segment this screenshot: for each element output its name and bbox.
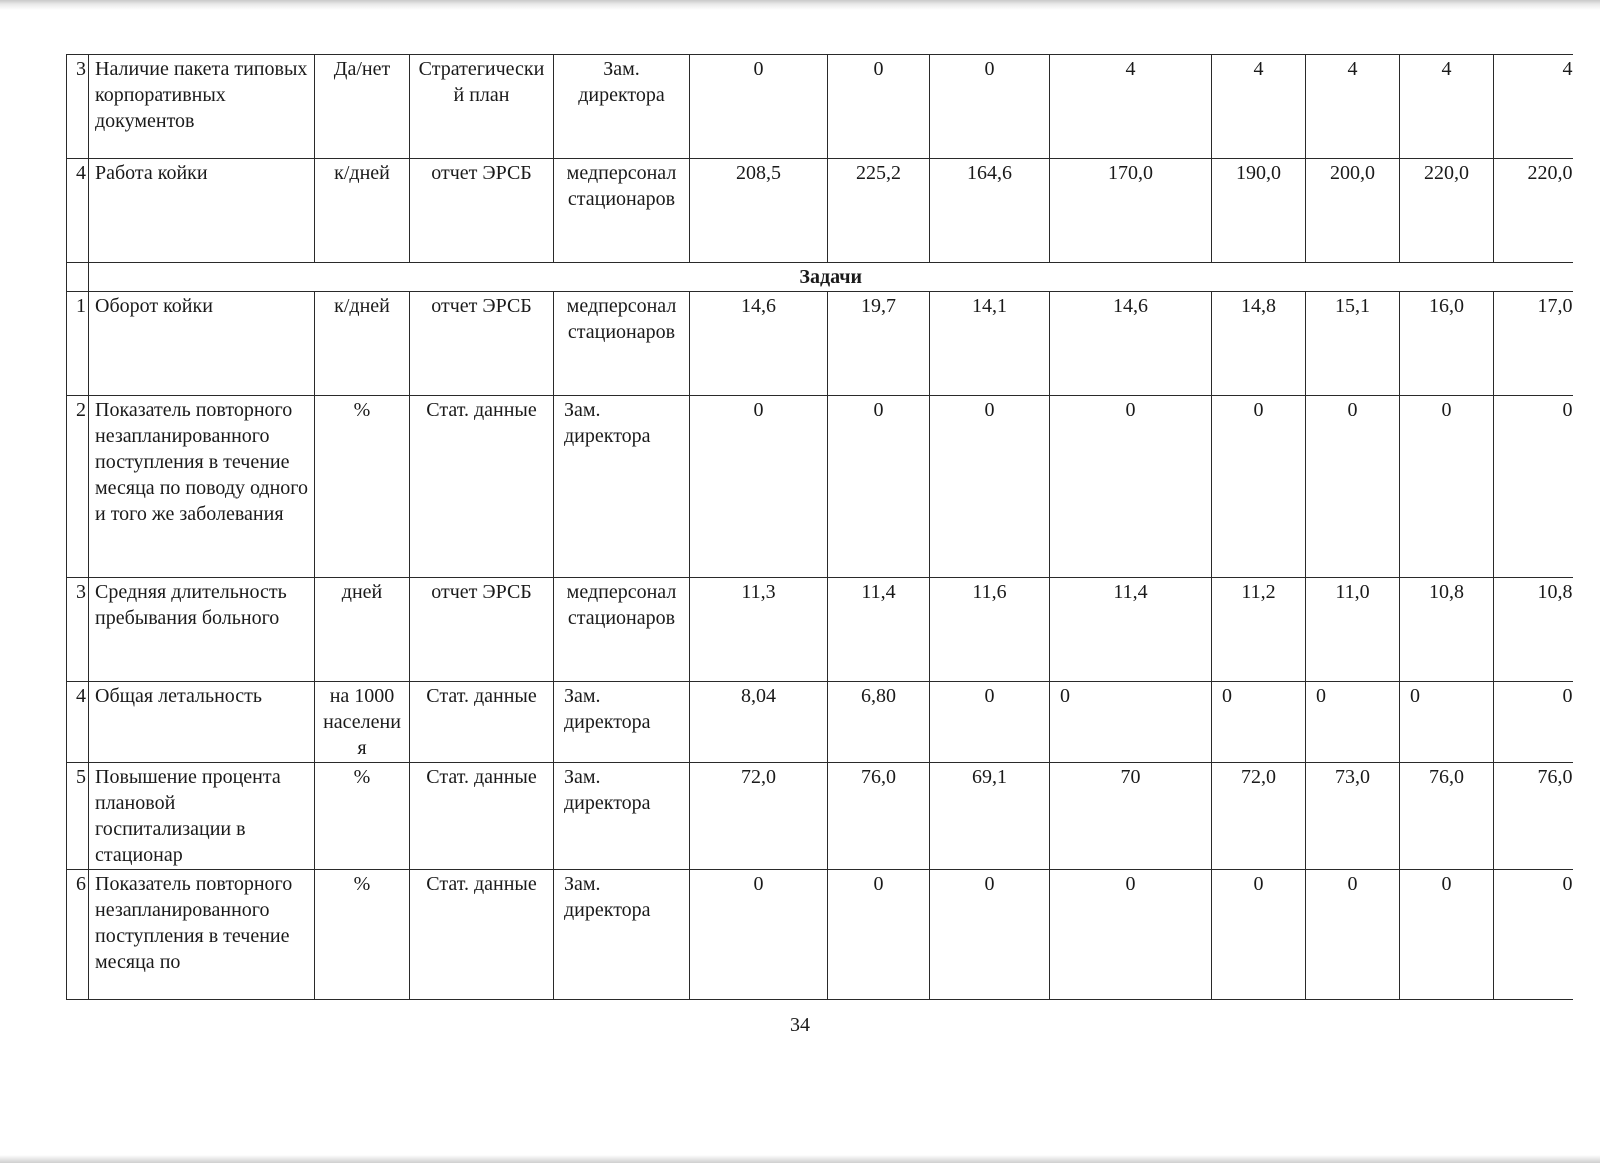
value-cell: 0 bbox=[1212, 682, 1306, 763]
value-cell: 0 bbox=[1306, 870, 1400, 1000]
section-number-blank bbox=[67, 263, 89, 292]
value-cell: 190,0 bbox=[1212, 159, 1306, 263]
value-cell: 0 bbox=[1306, 682, 1400, 763]
row-number: 4 bbox=[67, 682, 89, 763]
data-source: Стат. данные bbox=[410, 763, 554, 870]
value-cell: 72,0 bbox=[1212, 763, 1306, 870]
value-cell: 73,0 bbox=[1306, 763, 1400, 870]
value-cell: 11,4 bbox=[1050, 578, 1212, 682]
value-cell: 0 bbox=[1494, 870, 1573, 1000]
data-source: отчет ЭРСБ bbox=[410, 578, 554, 682]
indicator-name: Повышение процента плановой госпитализации в стационар bbox=[89, 763, 315, 870]
value-cell: 0 bbox=[1306, 396, 1400, 578]
row-number: 1 bbox=[67, 292, 89, 396]
value-cell: 17,0 bbox=[1494, 292, 1573, 396]
value-cell: 0 bbox=[1494, 682, 1573, 763]
value-cell: 19,7 bbox=[828, 292, 930, 396]
table-row bbox=[67, 578, 1573, 682]
section-row bbox=[67, 263, 1573, 292]
value-cell: 170,0 bbox=[1050, 159, 1212, 263]
unit-of-measure: дней bbox=[315, 578, 410, 682]
indicator-name: Показатель повторного незапланированного поступления в течение месяца по bbox=[89, 870, 315, 1000]
value-cell: 4 bbox=[1306, 55, 1400, 159]
value-cell: 0 bbox=[1050, 682, 1212, 763]
value-cell: 15,1 bbox=[1306, 292, 1400, 396]
value-cell: 14,1 bbox=[930, 292, 1050, 396]
row-number: 2 bbox=[67, 396, 89, 578]
row-number: 4 bbox=[67, 159, 89, 263]
value-cell: 0 bbox=[1400, 396, 1494, 578]
data-source: отчет ЭРСБ bbox=[410, 292, 554, 396]
table-row bbox=[67, 682, 1573, 763]
table-row bbox=[67, 870, 1573, 1000]
value-cell: 0 bbox=[1400, 870, 1494, 1000]
unit-of-measure: Да/нет bbox=[315, 55, 410, 159]
indicator-name: Работа койки bbox=[89, 159, 315, 263]
value-cell: 0 bbox=[930, 682, 1050, 763]
data-source: Стратегический план bbox=[410, 55, 554, 159]
indicator-name: Средняя длительность пребывания больного bbox=[89, 578, 315, 682]
unit-of-measure: к/дней bbox=[315, 159, 410, 263]
value-cell: 14,6 bbox=[690, 292, 828, 396]
unit-of-measure: % bbox=[315, 870, 410, 1000]
indicator-name: Общая летальность bbox=[89, 682, 315, 763]
value-cell: 76,0 bbox=[1494, 763, 1573, 870]
indicator-name: Оборот койки bbox=[89, 292, 315, 396]
table-row bbox=[67, 396, 1573, 578]
unit-of-measure: к/дней bbox=[315, 292, 410, 396]
value-cell: 10,8 bbox=[1400, 578, 1494, 682]
value-cell: 0 bbox=[1050, 870, 1212, 1000]
value-cell: 0 bbox=[1212, 870, 1306, 1000]
data-source: Стат. данные bbox=[410, 870, 554, 1000]
value-cell: 8,04 bbox=[690, 682, 828, 763]
table-row bbox=[67, 292, 1573, 396]
value-cell: 11,6 bbox=[930, 578, 1050, 682]
row-number: 6 bbox=[67, 870, 89, 1000]
value-cell: 11,4 bbox=[828, 578, 930, 682]
responsible: Зам. директора bbox=[554, 396, 690, 578]
responsible: Зам. директора bbox=[554, 55, 690, 159]
unit-of-measure: % bbox=[315, 396, 410, 578]
indicator-name: Наличие пакета типовых корпоративных документов bbox=[89, 55, 315, 159]
value-cell: 0 bbox=[930, 396, 1050, 578]
value-cell: 164,6 bbox=[930, 159, 1050, 263]
table-row bbox=[67, 55, 1573, 159]
value-cell: 0 bbox=[1212, 396, 1306, 578]
value-cell: 0 bbox=[690, 396, 828, 578]
row-number: 5 bbox=[67, 763, 89, 870]
unit-of-measure: на 1000 населения bbox=[315, 682, 410, 763]
section-title: Задачи bbox=[89, 263, 1573, 292]
row-number: 3 bbox=[67, 55, 89, 159]
value-cell: 11,3 bbox=[690, 578, 828, 682]
value-cell: 220,0 bbox=[1400, 159, 1494, 263]
indicator-name: Показатель повторного незапланированного поступления в течение месяца по поводу одного и того же заболевания bbox=[89, 396, 315, 578]
value-cell: 225,2 bbox=[828, 159, 930, 263]
value-cell: 14,8 bbox=[1212, 292, 1306, 396]
value-cell: 4 bbox=[1494, 55, 1573, 159]
table-row bbox=[67, 763, 1573, 870]
value-cell: 0 bbox=[1050, 396, 1212, 578]
scan-bottom-edge bbox=[0, 1155, 1600, 1163]
responsible: Зам. директора bbox=[554, 682, 690, 763]
value-cell: 10,8 bbox=[1494, 578, 1573, 682]
responsible: медперсонал стационаров bbox=[554, 578, 690, 682]
data-source: Стат. данные bbox=[410, 682, 554, 763]
data-source: отчет ЭРСБ bbox=[410, 159, 554, 263]
value-cell: 76,0 bbox=[828, 763, 930, 870]
value-cell: 0 bbox=[828, 55, 930, 159]
value-cell: 0 bbox=[1494, 396, 1573, 578]
value-cell: 4 bbox=[1050, 55, 1212, 159]
value-cell: 16,0 bbox=[1400, 292, 1494, 396]
value-cell: 0 bbox=[690, 870, 828, 1000]
value-cell: 69,1 bbox=[930, 763, 1050, 870]
value-cell: 200,0 bbox=[1306, 159, 1400, 263]
value-cell: 11,0 bbox=[1306, 578, 1400, 682]
value-cell: 0 bbox=[690, 55, 828, 159]
responsible: Зам. директора bbox=[554, 763, 690, 870]
value-cell: 4 bbox=[1400, 55, 1494, 159]
unit-of-measure: % bbox=[315, 763, 410, 870]
row-number: 3 bbox=[67, 578, 89, 682]
value-cell: 72,0 bbox=[690, 763, 828, 870]
responsible: медперсонал стационаров bbox=[554, 159, 690, 263]
value-cell: 14,6 bbox=[1050, 292, 1212, 396]
data-source: Стат. данные bbox=[410, 396, 554, 578]
value-cell: 0 bbox=[930, 870, 1050, 1000]
value-cell: 0 bbox=[1400, 682, 1494, 763]
page-number: 34 bbox=[790, 1014, 810, 1036]
value-cell: 11,2 bbox=[1212, 578, 1306, 682]
value-cell: 0 bbox=[828, 870, 930, 1000]
value-cell: 220,0 bbox=[1494, 159, 1573, 263]
value-cell: 208,5 bbox=[690, 159, 828, 263]
value-cell: 0 bbox=[930, 55, 1050, 159]
table-row bbox=[67, 159, 1573, 263]
value-cell: 4 bbox=[1212, 55, 1306, 159]
scan-top-edge bbox=[0, 0, 1600, 10]
value-cell: 70 bbox=[1050, 763, 1212, 870]
responsible: Зам. директора bbox=[554, 870, 690, 1000]
value-cell: 6,80 bbox=[828, 682, 930, 763]
value-cell: 0 bbox=[828, 396, 930, 578]
indicators-table bbox=[66, 54, 1573, 1000]
responsible: медперсонал стационаров bbox=[554, 292, 690, 396]
value-cell: 76,0 bbox=[1400, 763, 1494, 870]
